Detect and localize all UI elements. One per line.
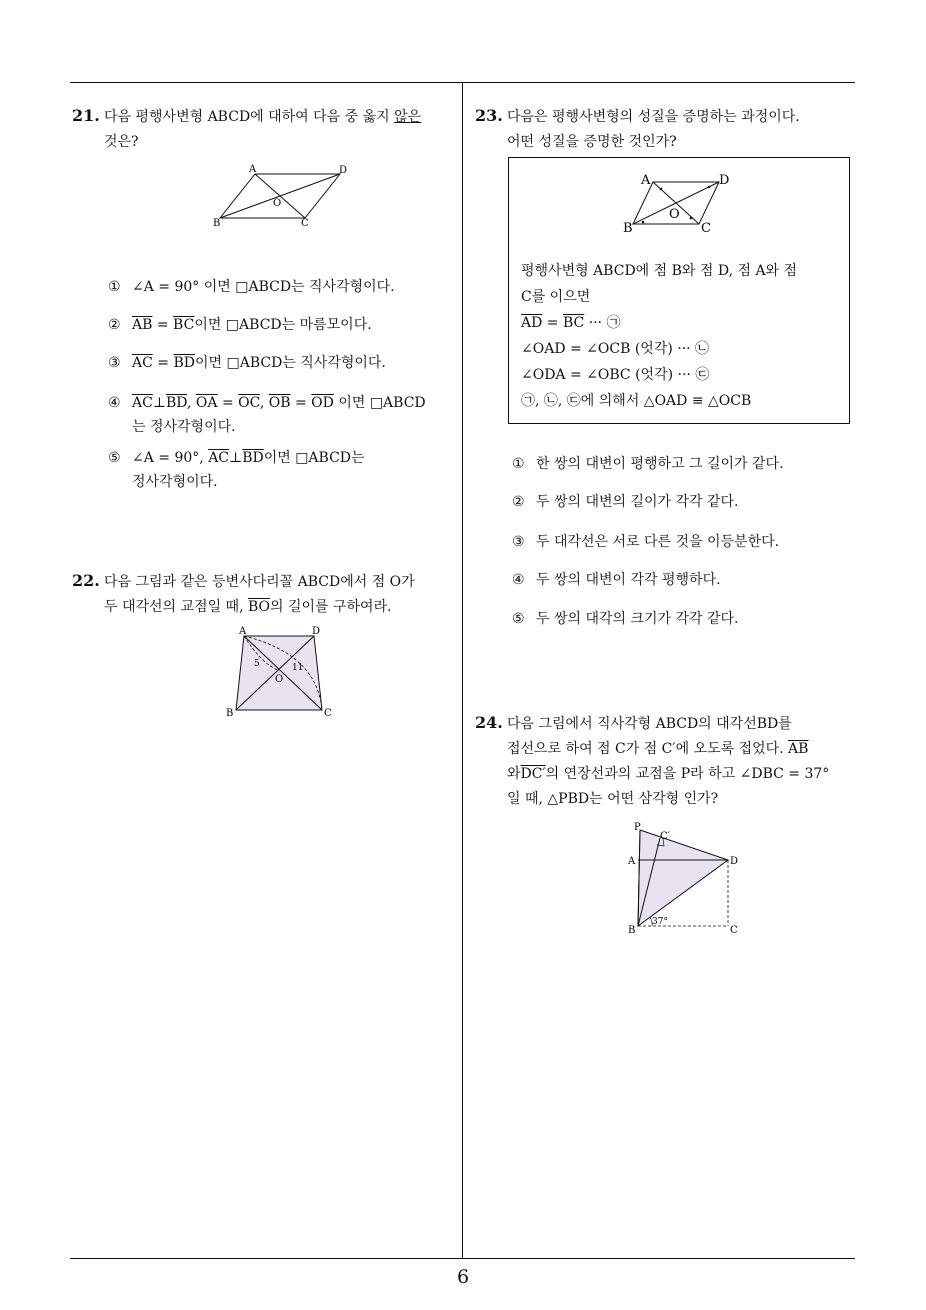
q21-label-D: D <box>339 165 348 176</box>
q23-option-4[interactable] <box>512 568 721 592</box>
perp-symbol: ⊥ <box>152 395 166 411</box>
segment-ac: $\overline{AC}$ <box>208 450 230 466</box>
q22-line1: 다음 그림과 같은 등변사다리꼴 ABCD에서 점 O가 <box>104 574 415 590</box>
q21-text-emph: 않은 <box>394 109 422 125</box>
ref-mark: ··· ㉠ <box>584 315 621 331</box>
segment-ob: $\overline{OB}$ <box>268 395 291 411</box>
option-text: 두 쌍의 대변이 각각 평행하다. <box>536 572 721 588</box>
q24-label-C-prime: C′ <box>660 831 670 842</box>
segment-bd: $\overline{BD}$ <box>166 395 188 411</box>
q23-option-5[interactable] <box>512 607 739 631</box>
q22-label-11: 11 <box>292 663 304 673</box>
proof-line-4: ∠OAD = ∠OCB (엇각) ··· ㉡ <box>521 341 710 357</box>
q21-parallelogram-figure <box>205 160 355 232</box>
option-number: ④ <box>108 395 121 411</box>
segment-ac: $\overline{AC}$ <box>132 395 153 411</box>
segment-ad: $\overline{AD}$ <box>521 315 543 331</box>
option-text: 두 쌍의 대각의 크기가 각각 같다. <box>536 611 739 627</box>
bottom-rule <box>70 1258 855 1259</box>
q22-label-O: O <box>275 674 284 685</box>
q22-number: 22. <box>72 571 100 590</box>
proof-line-3 <box>521 313 621 333</box>
segment-bd: $\overline{BD}$ <box>173 355 195 371</box>
q23-proof-box <box>508 157 850 424</box>
q23-option-3[interactable] <box>512 530 779 554</box>
segment-ac: $\overline{AC}$ <box>132 355 153 371</box>
option-text-line2: 는 정사각형이다. <box>132 419 236 435</box>
option-number: ④ <box>512 572 525 588</box>
page-number: 6 <box>456 1266 470 1288</box>
q22-stem <box>72 568 457 620</box>
option-text: 두 대각선은 서로 다른 것을 이등분한다. <box>536 534 780 550</box>
segment-oa: $\overline{OA}$ <box>195 395 218 411</box>
q22-label-B: B <box>226 708 234 719</box>
q21-number: 21. <box>72 106 100 125</box>
q22-trapezoid-figure <box>222 624 342 720</box>
option-text-line2: 정사각형이다. <box>132 474 218 490</box>
comma: , <box>259 395 269 411</box>
option-number: ⑤ <box>512 611 525 627</box>
q21-option-4[interactable] <box>108 391 426 439</box>
q24-label-A: A <box>628 856 636 867</box>
q22-label-A: A <box>239 626 247 637</box>
option-number: ② <box>108 317 121 333</box>
q23-stem <box>475 103 850 155</box>
q21-option-5[interactable] <box>108 446 365 494</box>
q24-label-P: P <box>634 822 641 833</box>
q21-label-C: C <box>301 218 309 229</box>
q24-number: 24. <box>475 713 503 732</box>
perp-symbol: ⊥ <box>229 450 243 466</box>
q23-label-C: C <box>701 221 711 234</box>
option-number: ③ <box>108 355 121 371</box>
segment-oc: $\overline{OC}$ <box>238 395 260 411</box>
q21-option-1[interactable] <box>108 275 395 299</box>
option-number: ① <box>512 456 525 472</box>
q22-line2-after: 의 길이를 구하여라. <box>270 599 392 615</box>
column-divider <box>462 82 463 1258</box>
option-number: ② <box>512 494 525 510</box>
option-text: 이면 □ABCD <box>333 395 426 411</box>
proof-line-6: ㉠, ㉡, ㉢에 의해서 △OAD ≡ △OCB <box>521 393 752 409</box>
q21-text-before: 다음 평행사변형 ABCD에 대하여 다음 중 옳지 <box>104 109 395 125</box>
q24-line1: 다음 그림에서 직사각형 ABCD의 대각선BD를 <box>507 716 792 732</box>
q22-line2: 두 대각선의 교점일 때, <box>104 599 248 615</box>
segment-bc: $\overline{BC}$ <box>173 317 195 333</box>
proof-line-2: C를 이으면 <box>521 289 591 305</box>
segment-bd: $\overline{BD}$ <box>242 450 264 466</box>
q23-line1: 다음은 평행사변형의 성질을 증명하는 과정이다. <box>507 109 800 125</box>
option-number: ① <box>108 279 121 295</box>
q24-label-D: D <box>730 856 739 867</box>
q21-option-3[interactable] <box>108 351 386 375</box>
q23-label-O: O <box>669 207 680 222</box>
q24-line3-after: 의 연장선과의 교점을 P라 하고 ∠DBC = 37° <box>545 766 830 782</box>
option-number: ③ <box>512 534 525 550</box>
option-text: 두 쌍의 대변의 길이가 각각 같다. <box>536 494 739 510</box>
equals: = <box>542 315 563 331</box>
q21-stem <box>72 103 457 155</box>
q24-label-angle: 37° <box>652 917 668 927</box>
q23-option-2[interactable] <box>512 490 739 514</box>
option-text: 이면 □ABCD는 직사각형이다. <box>194 355 386 371</box>
q24-label-C: C <box>730 925 738 936</box>
option-text: = <box>152 317 174 333</box>
q24-folded-rectangle-figure <box>622 818 752 938</box>
q23-parallelogram-figure <box>621 170 741 234</box>
equals: = <box>217 395 239 411</box>
proof-line-5: ∠ODA = ∠OBC (엇각) ··· ㉢ <box>521 367 710 383</box>
segment-bo: $\overline{BO}$ <box>247 599 270 615</box>
q24-stem <box>475 710 860 812</box>
proof-line-1: 평행사변형 ABCD에 점 B와 점 D, 점 A와 점 <box>521 263 798 279</box>
q22-label-D: D <box>312 626 321 637</box>
equals: = <box>290 395 312 411</box>
q21-text-after: 것은? <box>104 134 139 150</box>
option-text: 이면 □ABCD는 마름모이다. <box>194 317 372 333</box>
q23-label-D: D <box>719 173 730 188</box>
option-text: ∠A = 90° 이면 □ABCD는 직사각형이다. <box>132 279 395 295</box>
q21-label-B: B <box>213 218 221 229</box>
q22-label-5: 5 <box>254 659 260 669</box>
q23-option-1[interactable] <box>512 452 784 476</box>
q24-line4: 일 때, △PBD는 어떤 삼각형 인가? <box>507 791 719 807</box>
q24-line2: 접선으로 하여 점 C가 점 C′에 오도록 접었다. <box>507 741 789 757</box>
option-text: 이면 □ABCD는 <box>263 450 365 466</box>
segment-od: $\overline{OD}$ <box>311 395 334 411</box>
q24-line3: 와 <box>507 766 521 782</box>
segment-ab: $\overline{AB}$ <box>788 741 809 757</box>
q22-label-C: C <box>324 708 332 719</box>
segment-ab: $\overline{AB}$ <box>132 317 153 333</box>
q21-option-2[interactable] <box>108 313 372 337</box>
option-number: ⑤ <box>108 450 121 466</box>
q21-label-O: O <box>273 198 282 209</box>
option-text: ∠A = 90°, <box>132 450 209 466</box>
q23-number: 23. <box>475 106 503 125</box>
option-text: 한 쌍의 대변이 평행하고 그 길이가 같다. <box>536 456 784 472</box>
option-text: = <box>152 355 174 371</box>
q24-label-B: B <box>628 925 636 936</box>
q23-label-B: B <box>623 221 633 234</box>
q21-label-A: A <box>249 164 257 175</box>
comma: , <box>187 395 196 411</box>
segment-dc-prime: DC′ <box>520 766 546 782</box>
q23-line2: 어떤 성질을 증명한 것인가? <box>507 134 677 150</box>
segment-bc: $\overline{BC}$ <box>562 315 585 331</box>
q23-label-A: A <box>641 173 651 188</box>
